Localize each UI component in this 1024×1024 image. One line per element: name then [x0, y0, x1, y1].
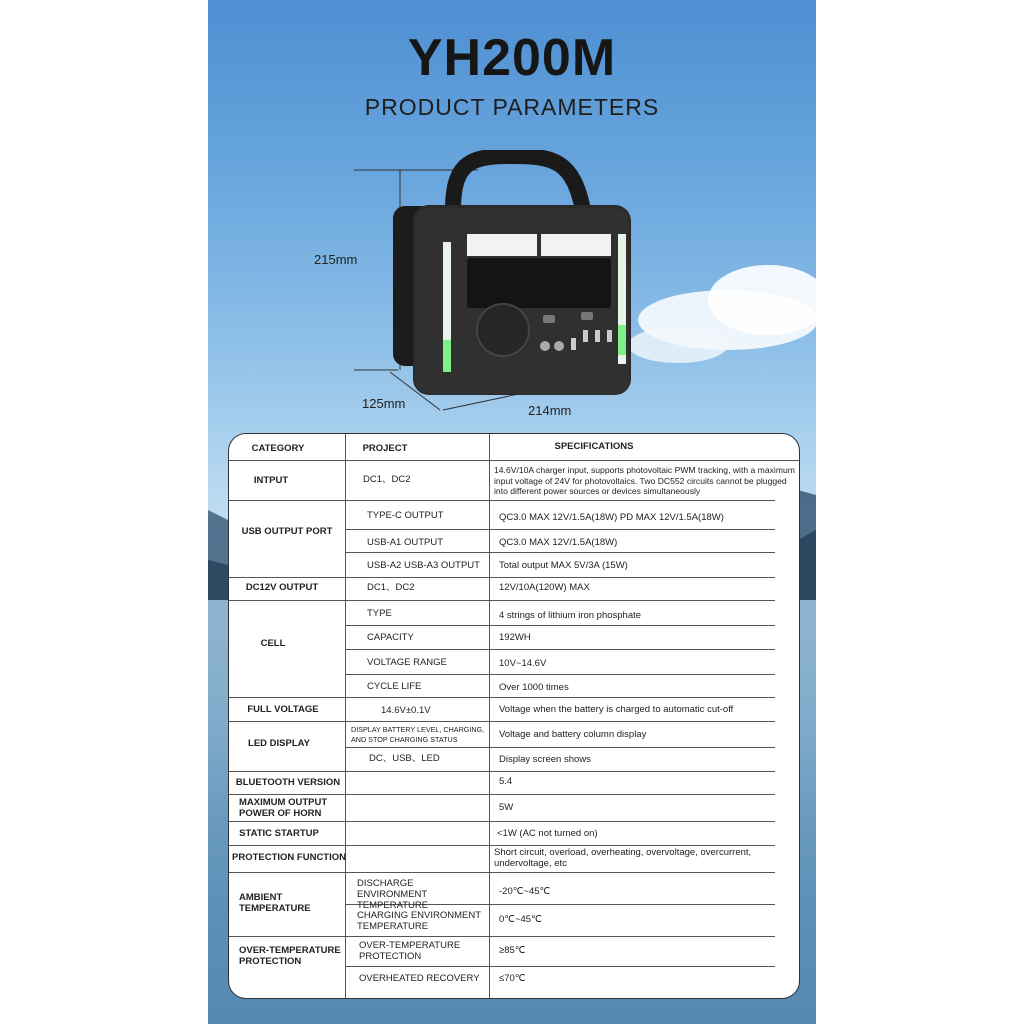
- spec-type: 4 strings of lithium iron phosphate: [499, 610, 642, 621]
- spec-dc12v: 12V/10A(120W) MAX: [499, 582, 590, 593]
- project-dc12v: DC1、DC2: [367, 582, 415, 593]
- spec-protection: Short circuit, overload, overheating, overvoltage, overcurrent, undervoltage, etc: [494, 847, 752, 869]
- spec-vrange: 10V~14.6V: [499, 658, 547, 669]
- spec-static: <1W (AC not turned on): [497, 828, 598, 839]
- category-dc12v: DC12V OUTPUT: [245, 582, 319, 593]
- depth-dimension: 125mm: [362, 396, 406, 411]
- project-full-voltage: 14.6V±0.1V: [381, 705, 431, 716]
- project-type: TYPE: [367, 608, 392, 619]
- spec-typec: QC3.0 MAX 12V/1.5A(18W) PD MAX 12V/1.5A(18W): [499, 512, 724, 523]
- spec-input: 14.6V/10A charger input, supports photovoltaic PWM tracking, with a maximum input voltage of 24V for photovoltaics. Two DC552 circuits cannot be plugged into different power sources or devices simultaneously: [494, 465, 795, 496]
- header-specifications: SPECIFICATIONS: [554, 441, 634, 452]
- header-category: CATEGORY: [251, 443, 305, 454]
- project-typec: TYPE-C OUTPUT: [367, 510, 444, 521]
- height-dimension: 215mm: [314, 252, 358, 267]
- project-capacity: CAPACITY: [367, 632, 414, 643]
- project-recovery: OVERHEATED RECOVERY: [359, 973, 480, 984]
- project-led-status: DISPLAY BATTERY LEVEL, CHARGING, AND STOP CHARGING STATUS: [351, 725, 485, 744]
- product-title: YH200M: [407, 29, 617, 87]
- project-usba2: USB-A2 USB-A3 OUTPUT: [367, 560, 480, 571]
- project-otp: OVER-TEMPERATURE PROTECTION: [359, 940, 461, 962]
- spec-discharge: -20℃~45℃: [499, 886, 551, 897]
- project-discharge: DISCHARGE ENVIRONMENT TEMPERATURE: [357, 878, 429, 911]
- spec-horn: 5W: [499, 802, 514, 813]
- category-protection: PROTECTION FUNCTION: [232, 852, 346, 863]
- spec-led-status: Voltage and battery column display: [499, 729, 647, 740]
- project-charging: CHARGING ENVIRONMENT TEMPERATURE: [357, 910, 481, 932]
- spec-recovery: ≤70℃: [499, 973, 526, 984]
- category-led: LED DISPLAY: [248, 738, 310, 749]
- spec-otp: ≥85℃: [499, 945, 526, 956]
- spec-table: [228, 433, 800, 999]
- project-cycle: CYCLE LIFE: [367, 681, 422, 692]
- product-poster: [208, 0, 816, 1024]
- category-bluetooth: BLUETOOTH VERSION: [235, 777, 341, 788]
- spec-full-voltage: Voltage when the battery is charged to automatic cut-off: [499, 704, 734, 715]
- header-project: PROJECT: [362, 443, 408, 454]
- project-led-dc: DC、USB、LED: [369, 753, 440, 764]
- category-full-voltage: FULL VOLTAGE: [247, 704, 319, 715]
- spec-led-dc: Display screen shows: [499, 754, 591, 765]
- project-usba1: USB-A1 OUTPUT: [367, 537, 444, 548]
- spec-cycle: Over 1000 times: [499, 682, 569, 693]
- category-ambient: AMBIENT TEMPERATURE: [239, 892, 311, 914]
- category-overtemp: OVER-TEMPERATURE PROTECTION: [239, 945, 341, 967]
- spec-usba2: Total output MAX 5V/3A (15W): [499, 560, 628, 571]
- project-vrange: VOLTAGE RANGE: [367, 657, 447, 668]
- product-subtitle: PRODUCT PARAMETERS: [364, 94, 660, 120]
- category-horn: MAXIMUM OUTPUT POWER OF HORN: [239, 797, 328, 819]
- power-station-image: [383, 150, 643, 400]
- category-cell: CELL: [260, 638, 286, 649]
- category-input: INTPUT: [253, 475, 289, 486]
- category-static: STATIC STARTUP: [239, 828, 319, 839]
- spec-usba1: QC3.0 MAX 12V/1.5A(18W): [499, 537, 618, 548]
- category-usb: USB OUTPUT PORT: [241, 526, 333, 537]
- spec-capacity: 192WH: [499, 632, 531, 643]
- spec-bluetooth: 5.4: [499, 776, 513, 787]
- width-dimension: 214mm: [528, 403, 572, 418]
- spec-charging: 0℃~45℃: [499, 914, 542, 925]
- project-input: DC1、DC2: [363, 474, 411, 485]
